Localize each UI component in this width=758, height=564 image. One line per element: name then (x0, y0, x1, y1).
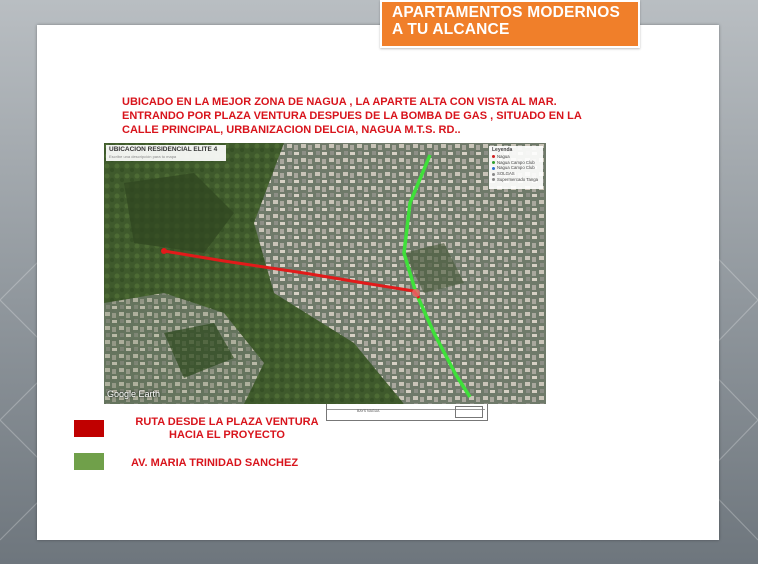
route-legend-label (131, 416, 323, 442)
map-legend-item: Nagua Campo Club (492, 165, 540, 171)
satellite-map[interactable] (104, 143, 546, 404)
title-line-1: APARTAMENTOS MODERNOS (392, 4, 621, 21)
map-legend-item: Nagua Campo Club (492, 160, 540, 166)
avenue-legend-label: AV. MARIA TRINIDAD SANCHEZ (131, 457, 299, 469)
google-earth-watermark: Google Earth (107, 389, 161, 399)
route-color-swatch (74, 420, 104, 437)
description-line-2: ENTRANDO POR PLAZA VENTURA DESPUES DE LA BOMBA DE GAS , SITUADO EN LA (122, 110, 582, 122)
avenue-color-swatch (74, 453, 104, 470)
strip-titleblock (455, 406, 483, 418)
map-bottom-strip (326, 404, 488, 421)
location-description (122, 95, 642, 137)
description-line-3: CALLE PRINCIPAL, URBANIZACION DELCIA, NAGUA M.T.S. RD.. (122, 124, 461, 136)
route-label-line-1: RUTA DESDE LA PLAZA VENTURA (135, 416, 319, 428)
map-image (104, 143, 546, 404)
map-legend-title: Leyenda (492, 147, 513, 153)
title-line-2: A TU ALCANCE (392, 21, 510, 38)
map-subtitle: Escribe una descripción para tu mapa (109, 154, 177, 159)
map-legend-item: Nagua (492, 154, 540, 160)
route-label-line-2: HACIA EL PROYECTO (169, 429, 285, 441)
page-title (392, 4, 620, 38)
map-title: UBICACION RESIDENCIAL ELITE 4 (109, 146, 218, 153)
map-legend (489, 146, 543, 189)
strip-label: BAYS NAGUA (357, 409, 380, 413)
map-legend-item: SOLGAS (492, 171, 540, 177)
description-line-1: UBICADO EN LA MEJOR ZONA DE NAGUA , LA APARTE ALTA CON VISTA AL MAR. (122, 96, 557, 108)
map-legend-item: Supermercado Tanga (492, 177, 540, 183)
title-banner (380, 0, 640, 48)
map-title-card (106, 145, 226, 161)
